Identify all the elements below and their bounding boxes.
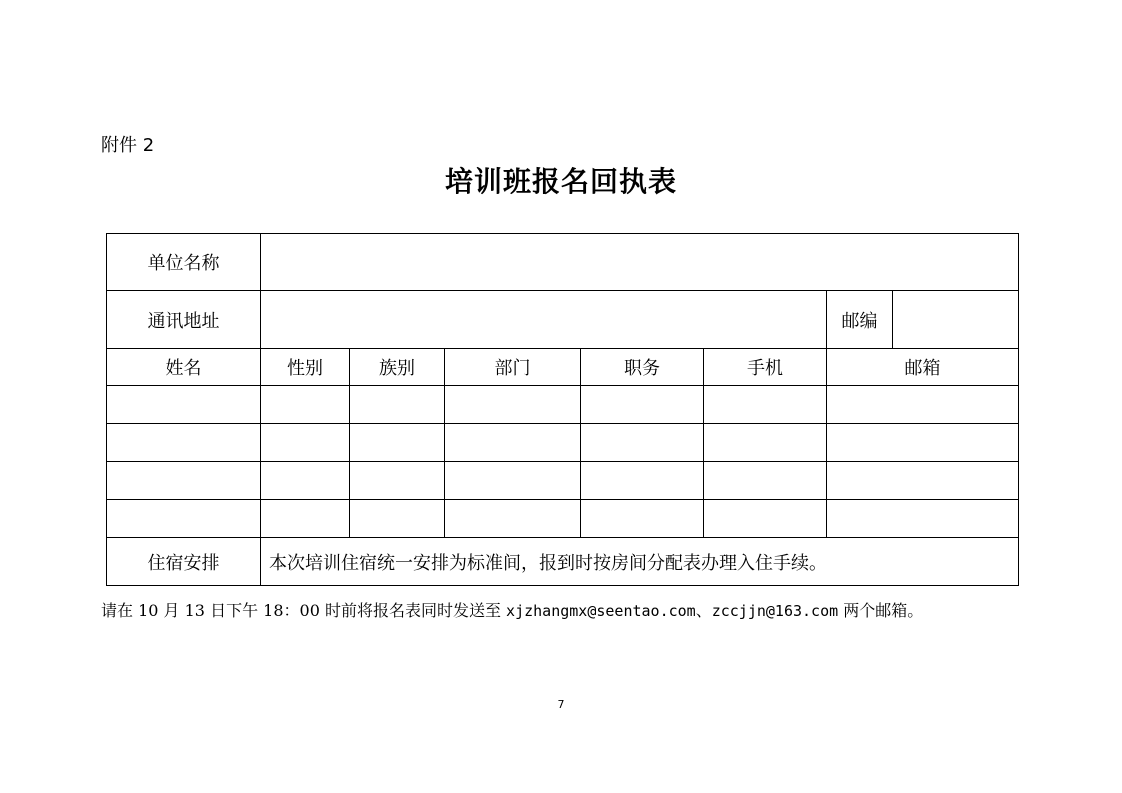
unit-value-cell[interactable]: [261, 234, 1019, 291]
email-cell[interactable]: [827, 462, 1019, 500]
address-row: [107, 291, 1019, 349]
email-cell[interactable]: [827, 424, 1019, 462]
ethnicity-cell[interactable]: [350, 424, 445, 462]
ethnicity-cell[interactable]: [350, 386, 445, 424]
ethnicity-cell[interactable]: [350, 462, 445, 500]
address-label: 通讯地址: [107, 291, 261, 349]
table-row: [107, 462, 1019, 500]
department-cell[interactable]: [445, 462, 581, 500]
gender-cell[interactable]: [261, 424, 350, 462]
note-suffix: 两个邮箱。: [838, 601, 924, 620]
note-prefix: 请在 10 月 13 日下午 18：00 时前将报名表同时发送至: [101, 601, 507, 620]
position-cell[interactable]: [581, 386, 704, 424]
unit-row: [107, 234, 1019, 291]
postcode-value-cell[interactable]: [893, 291, 1019, 349]
name-cell[interactable]: [107, 424, 261, 462]
gender-cell[interactable]: [261, 500, 350, 538]
department-cell[interactable]: [445, 386, 581, 424]
position-cell[interactable]: [581, 462, 704, 500]
col-header-gender: 性别: [261, 349, 350, 386]
name-cell[interactable]: [107, 462, 261, 500]
form-title: 培训班报名回执表: [444, 165, 677, 198]
lodging-label: 住宿安排: [107, 538, 261, 586]
table-row: [107, 500, 1019, 538]
email-address-1: xjzhangmx@seentao.com: [506, 602, 696, 620]
col-header-mobile: 手机: [704, 349, 827, 386]
mobile-cell[interactable]: [704, 500, 827, 538]
email-cell[interactable]: [827, 386, 1019, 424]
col-header-email: 邮箱: [827, 349, 1019, 386]
department-cell[interactable]: [445, 424, 581, 462]
postcode-label: 邮编: [827, 291, 893, 349]
email-address-2: zccjjn@163.com: [711, 602, 839, 620]
col-header-department: 部门: [445, 349, 581, 386]
position-cell[interactable]: [581, 424, 704, 462]
mobile-cell[interactable]: [704, 386, 827, 424]
note-separator: 、: [695, 601, 712, 620]
lodging-row: [107, 538, 1019, 586]
department-cell[interactable]: [445, 500, 581, 538]
mobile-cell[interactable]: [704, 424, 827, 462]
email-cell[interactable]: [827, 500, 1019, 538]
col-header-ethnicity: 族别: [350, 349, 445, 386]
lodging-text: 本次培训住宿统一安排为标准间，报到时按房间分配表办理入住手续。: [261, 538, 1019, 586]
attachment-label: 附件 2: [101, 135, 155, 156]
page-number: 7: [557, 698, 565, 711]
address-value-cell[interactable]: [261, 291, 827, 349]
col-header-name: 姓名: [107, 349, 261, 386]
name-cell[interactable]: [107, 500, 261, 538]
ethnicity-cell[interactable]: [350, 500, 445, 538]
gender-cell[interactable]: [261, 462, 350, 500]
column-header-row: [107, 349, 1019, 386]
gender-cell[interactable]: [261, 386, 350, 424]
table-row: [107, 424, 1019, 462]
col-header-position: 职务: [581, 349, 704, 386]
mobile-cell[interactable]: [704, 462, 827, 500]
name-cell[interactable]: [107, 386, 261, 424]
unit-label: 单位名称: [107, 234, 261, 291]
registration-form-table: [106, 233, 1019, 586]
table-row: [107, 386, 1019, 424]
position-cell[interactable]: [581, 500, 704, 538]
submission-note: [101, 598, 923, 621]
